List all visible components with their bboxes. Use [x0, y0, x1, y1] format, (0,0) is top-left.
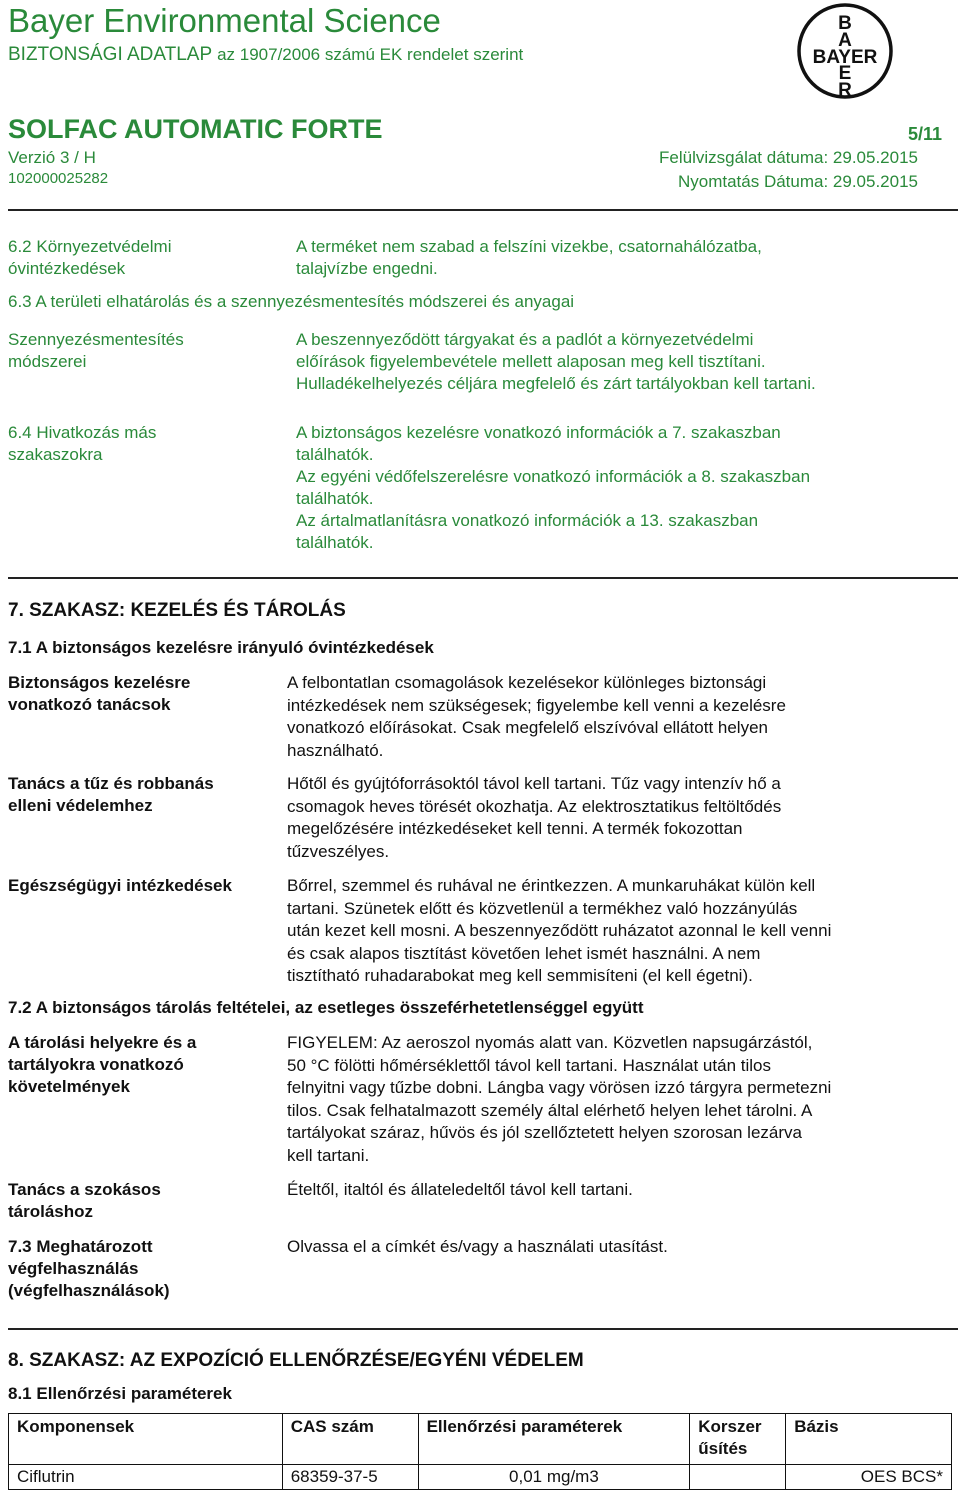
section-rule	[8, 577, 958, 579]
s73-text-line: Olvassa el a címkét és/vagy a használati utasítást.	[287, 1237, 668, 1256]
s64-label-line: 6.4 Hivatkozás más	[8, 423, 157, 442]
fire-text-line: megelőzésére intézkedéseket kell tenni. A termék fokozottan	[287, 819, 743, 838]
cell-component: Ciflutrin	[9, 1465, 283, 1490]
s81-title: 8.1 Ellenőrzési paraméterek	[8, 1384, 232, 1403]
header-rule	[8, 209, 958, 211]
s73-label	[8, 1236, 170, 1302]
s62-label-line: óvintézkedések	[8, 259, 126, 278]
s64-text-line: A biztonságos kezelésre vonatkozó információk a 7. szakaszban	[296, 423, 781, 442]
storage-text-line: tilos. Csak felhatalmazott személy által elérhető helyen lehet tárolni. A	[287, 1100, 813, 1120]
product-name: SOLFAC AUTOMATIC FORTE	[8, 114, 383, 144]
storage-text-line: kell tartani.	[287, 1145, 370, 1165]
control-parameters-table	[8, 1413, 952, 1490]
fire-text-line: Hőtől és gyújtóforrásoktól távol kell tartani. Tűz vagy intenzív hő a	[287, 774, 781, 793]
s62-label	[8, 236, 171, 280]
fire-text-line: csomagok heves törését okozhatja. Az elektrosztatikus feltöltődés	[287, 796, 782, 816]
common-storage-label-line: Tanács a szokásos	[8, 1180, 161, 1199]
revision-date: Felülvizsgálat dátuma: 29.05.2015	[659, 148, 918, 167]
s62-text-line: talajvízbe engedni.	[296, 259, 438, 278]
hygiene-label	[8, 875, 232, 897]
storage-text-line: 50 °C fölötti hőmérséklettől távol kell tartani. Használat után tilos	[287, 1055, 771, 1075]
advice-text-line: használható.	[287, 740, 384, 760]
advice-text-line: intézkedések nem szükségesek; figyelembe kell venni a kezelésre	[287, 695, 786, 715]
s62-text	[296, 236, 762, 280]
s63-label-line: Szennyezésmentesítés	[8, 330, 184, 349]
logo-letter-a: A	[838, 30, 852, 51]
storage-text-line: felnyitni vagy tűzbe dobni. Lángba vagy vörösen izzó tárgyra permetezni	[287, 1078, 832, 1097]
doc-type-line	[8, 44, 523, 66]
common-storage-text-line: Ételtől, italtól és állateledeltől távol kell tartani.	[287, 1180, 633, 1199]
storage-label-line: tartályokra vonatkozó	[8, 1055, 184, 1074]
advice-text-line: vonatkozó előírásokat. Csak megfelelő elszívóval ellátott helyen	[287, 718, 768, 737]
section8-title: 8. SZAKASZ: AZ EXPOZÍCIÓ ELLENŐRZÉSE/EGYÉNI VÉDELEM	[8, 1350, 584, 1371]
s63-label-line: módszerei	[8, 352, 87, 371]
advice-text-line: A felbontatlan csomagolások kezelésekor különleges biztonsági	[287, 673, 767, 692]
storage-label	[8, 1032, 196, 1098]
s63-title: 6.3 A területi elhatárolás és a szennyezésmentesítés módszerei és anyagai	[8, 292, 575, 311]
s63-text-line: előírások figyelembevétele mellett alaposan meg kell tisztítani.	[296, 352, 766, 371]
col-header-update: Korszer űsítés	[690, 1414, 786, 1465]
doc-number: 102000025282	[8, 170, 109, 187]
s62-text-line: A terméket nem szabad a felszíni vizekbe, csatornahálózatba,	[296, 237, 762, 256]
s63-text-line: A beszennyeződött tárgyakat és a padlót a környezetvédelmi	[296, 330, 754, 349]
s64-text-line: találhatók.	[296, 533, 374, 552]
fire-text	[287, 773, 781, 863]
hygiene-text-line: tisztítható ruhadarabokat meg kell semmisíteni (el kell égetni).	[287, 966, 753, 985]
s64-text-line: Az egyéni védőfelszerelésre vonatkozó információk a 8. szakaszban	[296, 467, 811, 486]
section7-title: 7. SZAKASZ: KEZELÉS ÉS TÁROLÁS	[8, 600, 346, 621]
common-storage-label	[8, 1179, 161, 1223]
cell-parameter: 0,01 mg/m3	[418, 1465, 690, 1490]
table-header-row	[9, 1414, 952, 1465]
s73-label-line: 7.3 Meghatározott	[8, 1237, 153, 1256]
hygiene-text-line: és csak alapos tisztítást követően lehet ismét használni. A nem	[287, 943, 761, 963]
col-header-parameters: Ellenőrzési paraméterek	[418, 1414, 690, 1465]
hygiene-text-line: Bőrrel, szemmel és ruhával ne érintkezzen. A munkaruhákat külön kell	[287, 876, 816, 895]
s63-label	[8, 329, 184, 373]
table-row	[9, 1465, 952, 1490]
print-date: Nyomtatás Dátuma: 29.05.2015	[677, 172, 918, 191]
advice-label	[8, 672, 190, 716]
s73-label-line: végfelhasználás	[8, 1259, 139, 1278]
hygiene-label-line: Egészségügyi intézkedések	[8, 876, 232, 895]
s64-label	[8, 422, 156, 466]
company-name: Bayer Environmental Science	[8, 2, 441, 39]
s63-text	[296, 329, 816, 395]
common-storage-text	[287, 1179, 633, 1202]
version: Verzió 3 / H	[8, 148, 96, 167]
s64-label-line: szakaszokra	[8, 445, 103, 464]
hygiene-text-line: után kezet kell mosni. A beszennyeződött ruházatot azonnal le kell venni	[287, 921, 832, 940]
common-storage-label-line: tároláshoz	[8, 1202, 94, 1221]
advice-label-line: vonatkozó tanácsok	[8, 695, 171, 714]
cell-update	[690, 1465, 786, 1490]
s64-text	[296, 422, 810, 554]
bayer-logo	[796, 2, 894, 100]
advice-text	[287, 672, 786, 762]
regulation: az 1907/2006 számú EK rendelet szerint	[217, 45, 524, 64]
hygiene-text-line: tartani. Szünetek előtt és közvetlenül a termékhez való hozzányúlás	[287, 898, 798, 918]
advice-label-line: Biztonságos kezelésre	[8, 673, 191, 692]
s73-label-line: (végfelhasználások)	[8, 1281, 170, 1300]
s73-text	[287, 1236, 668, 1259]
fire-label-line: elleni védelemhez	[8, 796, 153, 815]
s64-text-line: Az ártalmatlanításra vonatkozó információk a 13. szakaszban	[296, 511, 759, 530]
col-header-components: Komponensek	[9, 1414, 283, 1465]
s72-title: 7.2 A biztonságos tárolás feltételei, az esetleges összeférhetetlenséggel együtt	[8, 998, 644, 1017]
fire-label	[8, 773, 214, 817]
logo-letter-b: B	[838, 13, 852, 34]
s63-text-line: Hulladékelhelyezés céljára megfelelő és zárt tartályokban kell tartani.	[296, 374, 816, 393]
hygiene-text	[287, 875, 831, 988]
storage-text	[287, 1032, 831, 1167]
doc-type: BIZTONSÁGI ADATLAP	[8, 44, 212, 65]
s64-text-line: találhatók.	[296, 489, 374, 508]
storage-text-line: tartályokat száraz, hűvös és jól szellőztetett helyen szorosan lezárva	[287, 1123, 802, 1142]
col-header-cas: CAS szám	[282, 1414, 418, 1465]
logo-letter-r: R	[838, 80, 852, 100]
s71-title: 7.1 A biztonságos kezelésre irányuló óvintézkedések	[8, 638, 434, 657]
logo-letter-e: E	[838, 63, 852, 84]
cell-basis: OES BCS*	[786, 1465, 952, 1490]
fire-label-line: Tanács a tűz és robbanás	[8, 774, 214, 793]
fire-text-line: tűzveszélyes.	[287, 841, 390, 861]
storage-label-line: követelmények	[8, 1077, 130, 1096]
s62-label-line: 6.2 Környezetvédelmi	[8, 237, 172, 256]
logo-horizontal-word: BAYER	[812, 47, 878, 68]
col-header-basis: Bázis	[786, 1414, 952, 1465]
s64-text-line: találhatók.	[296, 445, 374, 464]
section-rule	[8, 1328, 958, 1330]
storage-text-line: FIGYELEM: Az aeroszol nyomás alatt van. Közvetlen napsugárzástól,	[287, 1033, 813, 1052]
cell-cas: 68359-37-5	[282, 1465, 418, 1490]
page-number: 5/11	[907, 124, 942, 144]
storage-label-line: A tárolási helyekre és a	[8, 1033, 197, 1052]
